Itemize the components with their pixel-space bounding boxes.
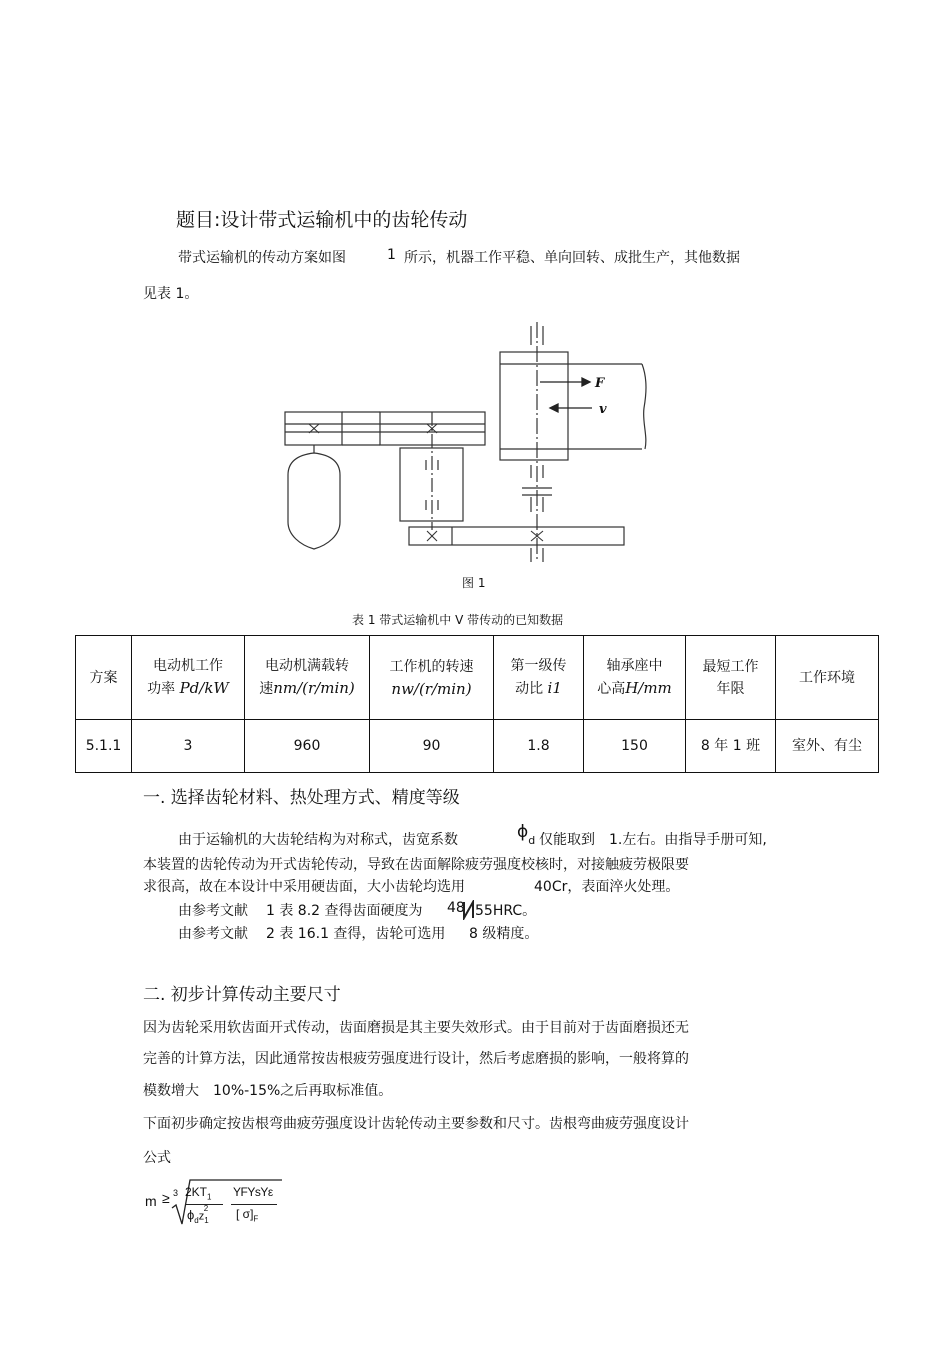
- header-service-life-line2: 年限: [716, 680, 745, 697]
- den-phi: ϕ: [187, 1207, 195, 1223]
- table-caption: 表 1 带式运输机中 V 带传动的已知数据: [352, 613, 564, 627]
- range-tilde-glyph: [463, 900, 474, 920]
- section1-p3-a: 求很高，故在本设计中采用硬齿面，大小齿轮均选用: [143, 879, 465, 895]
- transmission-diagram: [270, 315, 670, 575]
- cell-work-speed: 90: [370, 720, 494, 773]
- section1-heading: 一. 选择齿轮材料、热处理方式、精度等级: [143, 788, 460, 808]
- section2-p2: 完善的计算方法，因此通常按齿根疲劳强度进行设计，然后考虑磨损的影响，一般将算的: [143, 1051, 689, 1067]
- intro-line1-part-c: 所示，机器工作平稳、单向回转、成批生产，其他数据: [404, 250, 740, 266]
- formula-ge: ≥: [162, 1190, 170, 1206]
- section1-p4-c: 48: [447, 900, 465, 916]
- header-work-speed-symbol: nw/(r/min): [391, 679, 472, 698]
- header-service-life: [686, 636, 776, 720]
- formula-num-right: YFYsYε: [233, 1185, 273, 1199]
- den-right-text: [ σ]: [236, 1207, 254, 1221]
- header-motor-speed: [245, 636, 370, 720]
- section1-p4-d: 55HRC。: [475, 903, 537, 919]
- known-data-table: [75, 635, 879, 773]
- num-left-text: 2KT: [185, 1185, 208, 1199]
- den-z: z: [198, 1210, 205, 1223]
- section2-heading: 二. 初步计算传动主要尺寸: [143, 985, 341, 1005]
- cell-motor-speed: 960: [245, 720, 370, 773]
- cell-bearing-height: 150: [584, 720, 686, 773]
- phi-subscript: d: [528, 834, 536, 847]
- formula-den-right: [236, 1207, 258, 1223]
- header-motor-power-line2: 功率: [147, 681, 176, 697]
- header-ratio-line1: 第一级传: [510, 658, 567, 674]
- header-motor-speed-line1: 电动机满载转: [265, 658, 349, 674]
- section1-p4-a: 由参考文献: [178, 903, 248, 919]
- formula-m: m: [145, 1193, 157, 1209]
- header-bearing-height-line1: 轴承座中: [606, 658, 663, 674]
- section1-p1-b: 仅能取到: [539, 832, 595, 848]
- section1-p4-b: 1 表 8.2 查得齿面硬度为: [266, 903, 423, 919]
- header-environment: 工作环境: [776, 636, 879, 720]
- section2-p4: 下面初步确定按齿根弯曲疲劳强度设计齿轮传动主要参数和尺寸。齿根弯曲疲劳强度设计: [143, 1116, 689, 1132]
- intro-line1-part-a: 带式运输机的传动方案如图: [178, 250, 346, 266]
- section1-p1-a: 由于运输机的大齿轮结构为对称式，齿宽系数: [178, 832, 458, 848]
- fraction-bar-right: [231, 1204, 277, 1205]
- header-motor-power-symbol: Pd/kW: [179, 679, 229, 697]
- header-motor-power-line1: 电动机工作: [153, 658, 223, 674]
- intro-line2: 见表 1。: [143, 286, 199, 302]
- formula-root-index: 3: [173, 1188, 179, 1198]
- cell-motor-power: 3: [132, 720, 245, 773]
- den-z-sup: 2: [203, 1204, 209, 1213]
- section2-p5: 公式: [143, 1150, 171, 1166]
- formula-den-left: [187, 1204, 213, 1225]
- section1-p2: 本装置的齿轮传动为开式齿轮传动，导致在齿面解除疲劳强度校核时，对接触疲劳极限要: [143, 857, 689, 873]
- page-title: 题目:设计带式运输机中的齿轮传动: [176, 209, 468, 231]
- header-ratio-symbol: i1: [547, 679, 562, 697]
- header-work-speed-line1: 工作机的转速: [389, 658, 474, 675]
- cell-service-life: 8 年 1 班: [686, 720, 776, 773]
- section2-p3-b: 10%-15%之后再取标准值。: [213, 1083, 393, 1099]
- header-work-speed: [370, 636, 494, 720]
- header-bearing-height-symbol: H/mm: [625, 679, 672, 697]
- den-phi-sub: d: [194, 1215, 199, 1225]
- cell-scheme: 5.1.1: [76, 720, 132, 773]
- header-service-life-line1: 最短工作: [702, 658, 759, 675]
- header-ratio-line2: 动比: [515, 681, 544, 697]
- header-bearing-height-line2: 心高: [597, 681, 626, 697]
- header-ratio: [494, 636, 584, 720]
- section2-p1: 因为齿轮采用软齿面开式传动，齿面磨损是其主要失效形式。由于目前对于齿面磨损还无: [143, 1020, 689, 1036]
- figure-caption: 图 1: [462, 576, 486, 590]
- section1-p5-b: 2 表 16.1 查得，齿轮可选用: [266, 926, 446, 942]
- table-header-row: [76, 636, 879, 720]
- section1-p5-c: 8 级精度。: [469, 926, 539, 942]
- header-motor-speed-line2: 速: [259, 681, 274, 697]
- section1-p3-b: 40Cr，表面淬火处理。: [534, 879, 680, 895]
- num-left-sub: 1: [207, 1192, 212, 1202]
- cell-ratio: 1.8: [494, 720, 584, 773]
- phi-d-symbol: [517, 822, 536, 847]
- formula-num-left: [185, 1185, 211, 1201]
- header-scheme: 方案: [76, 636, 132, 720]
- section1-p1-c: 1.左右。由指导手册可知,: [609, 832, 767, 848]
- cell-environment: 室外、有尘: [776, 720, 879, 773]
- header-bearing-height: [584, 636, 686, 720]
- table-row: [76, 720, 879, 773]
- den-right-sub: F: [253, 1214, 259, 1224]
- section1-p5-a: 由参考文献: [178, 926, 248, 942]
- force-label: F: [595, 376, 605, 391]
- header-motor-power: [132, 636, 245, 720]
- intro-figure-number: 1: [387, 247, 396, 263]
- velocity-label: v: [599, 402, 607, 417]
- den-z-sub: 1: [204, 1215, 209, 1225]
- phi-glyph: ϕ: [517, 822, 529, 842]
- section2-p3-a: 模数增大: [143, 1083, 199, 1099]
- bending-fatigue-formula: [145, 1178, 345, 1230]
- header-motor-speed-symbol: nm/(r/min): [273, 679, 355, 697]
